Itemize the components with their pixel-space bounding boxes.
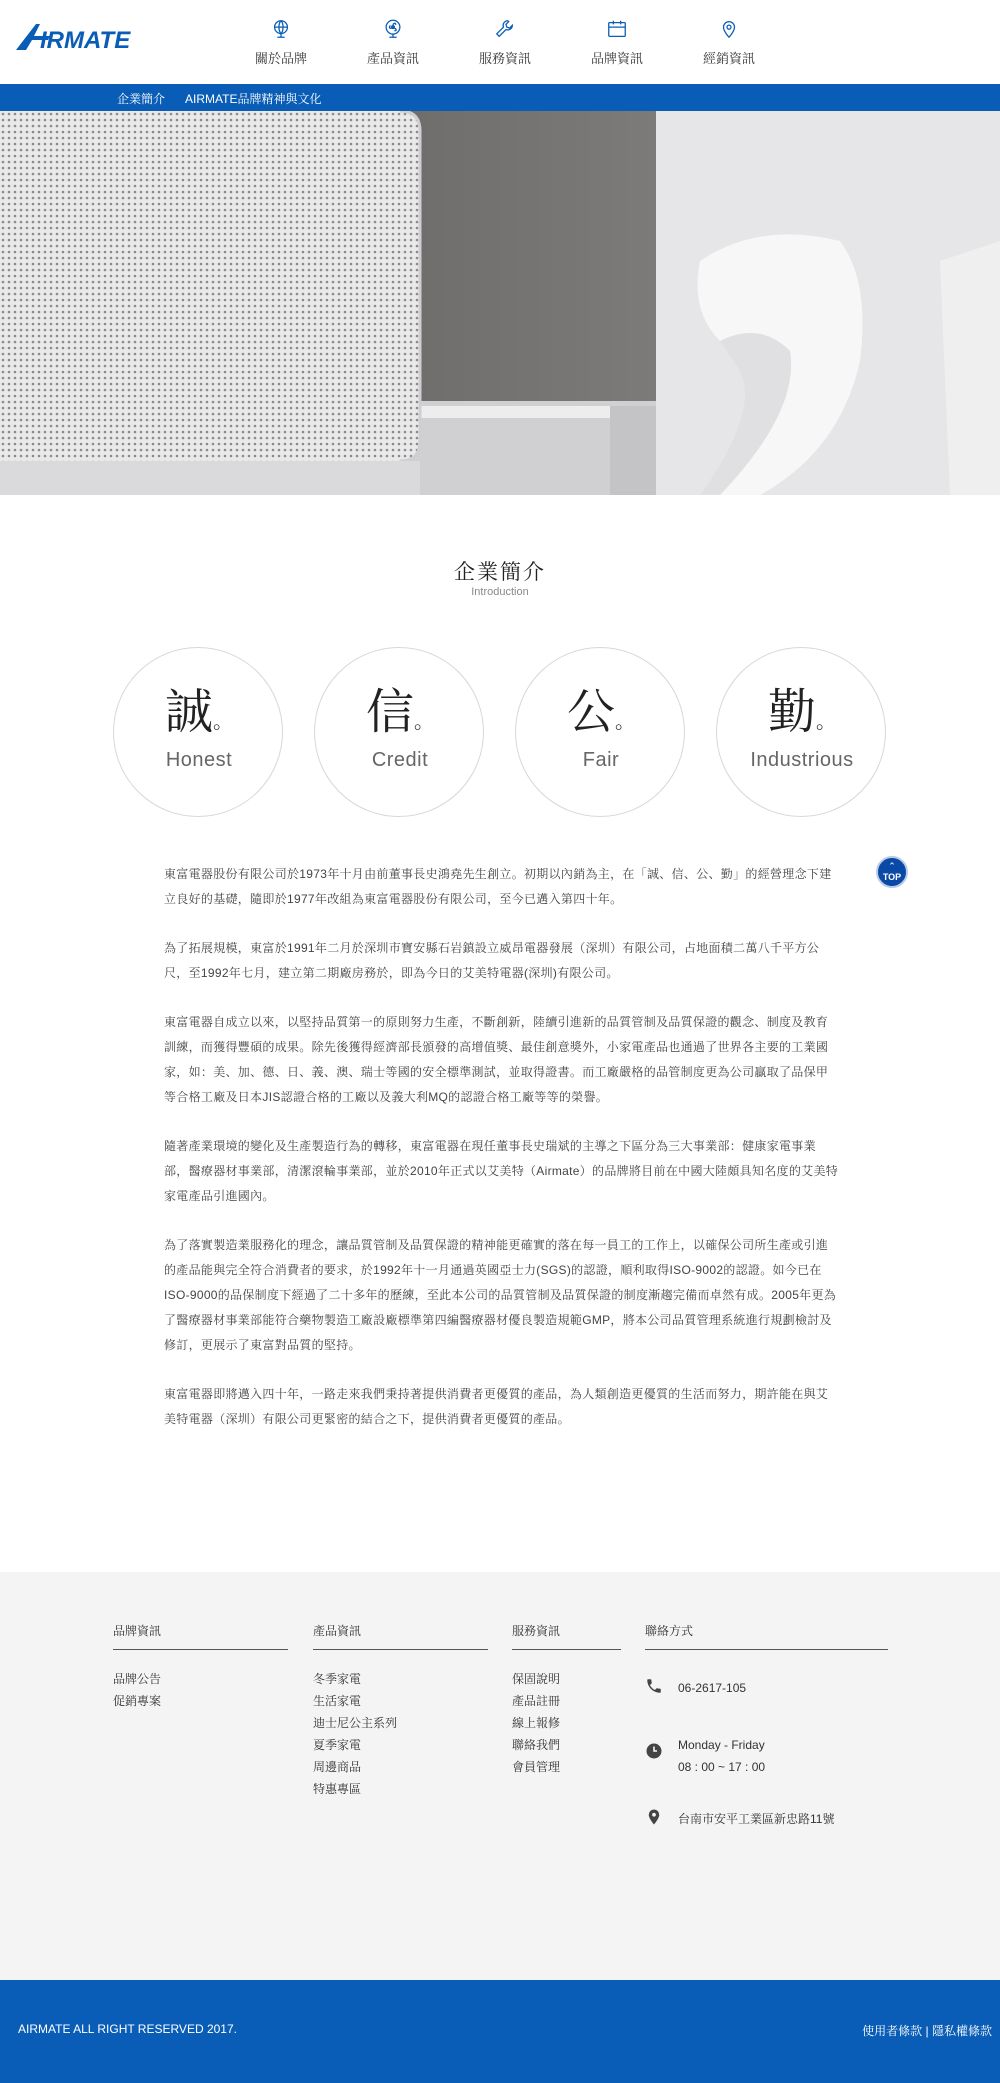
nav-item-dealer-info[interactable] [673,18,785,67]
footer-col-products [313,1622,488,1800]
nav-label: 關於品牌 [254,51,307,66]
value-en: Credit [371,749,429,771]
clock-icon [645,1742,663,1760]
article-paragraph: 東富電器股份有限公司於1973年十月由前董事長史鴻堯先生創立。初期以內銷為主，在「誠、信、公、勤」的經營理念下建立良好的基礎，隨即於1977年改組為東富電器股份有限公司，至今已邁入第四十年。 [164,867,832,906]
nav-item-about-brand[interactable] [225,18,337,67]
nav-label: 品牌資訊 [590,51,643,66]
globe-icon [270,18,292,40]
contact-address [645,1808,834,1830]
footer-link[interactable]: 生活家電 [313,1694,362,1708]
footer-col-title: 服務資訊 [512,1622,621,1650]
article-paragraph: 東富電器即將邁入四十年，一路走來我們秉持著提供消費者更優質的產品，為人類創造更優質的生活而努力，期許能在與艾美特電器（深圳）有限公司更緊密的結合之下，提供消費者更優質的產品。 [164,1387,829,1426]
footer-link[interactable]: 周邊商品 [313,1760,362,1774]
intro-article [164,862,839,1456]
value-char: 誠。 [164,684,233,740]
footer-col-title: 產品資訊 [313,1622,488,1650]
hours-time: 08 : 00 ~ 17 : 00 [678,1760,766,1774]
nav-item-product-info[interactable] [337,18,449,67]
value-char: 信。 [365,684,434,740]
value-card-honest [113,647,283,817]
top-label: TOP [882,872,902,882]
terms-link[interactable]: 使用者條款 [862,2024,923,2038]
fan-icon [382,18,404,40]
value-en: Industrious [750,749,854,771]
site-footer [0,1572,1000,1980]
back-to-top-button[interactable] [876,856,908,888]
map-pin-icon [718,18,740,40]
airmate-logo[interactable] [14,20,160,54]
value-card-industrious [716,647,886,817]
hero-photo [0,111,1000,495]
calendar-icon [606,18,628,40]
values-row [113,647,886,817]
sub-nav [0,84,1000,111]
copyright-text: AIRMATE ALL RIGHT RESERVED 2017. [18,2022,237,2036]
value-card-credit [314,647,484,817]
footer-link[interactable]: 冬季家電 [313,1672,362,1686]
nav-label: 服務資訊 [478,51,531,66]
footer-col-contact [645,1622,888,1668]
footer-link[interactable]: 聯絡我們 [512,1738,561,1752]
footer-link[interactable]: 產品註冊 [512,1694,561,1708]
footer-col-service [512,1622,621,1778]
bottom-bar [0,1980,1000,2083]
footer-col-brand [113,1622,288,1712]
footer-link[interactable]: 迪士尼公主系列 [313,1716,398,1730]
footer-link[interactable]: 保固說明 [512,1672,561,1686]
value-en: Fair [582,749,620,771]
footer-col-title: 品牌資訊 [113,1622,288,1650]
value-card-fair [515,647,685,817]
footer-link[interactable]: 線上報修 [512,1716,561,1730]
nav-item-brand-info[interactable] [561,18,673,67]
subnav-item-brand-spirit[interactable]: AIRMATE品牌精神與文化 [185,92,322,106]
subnav-item-company-intro[interactable]: 企業簡介 [117,92,166,106]
phone-icon [645,1677,663,1695]
nav-label: 產品資訊 [366,51,419,66]
main-nav [225,18,785,67]
nav-label: 經銷資訊 [702,51,755,66]
contact-hours [645,1734,765,1778]
article-paragraph: 為了落實製造業服務化的理念，讓品質管制及品質保證的精神能更確實的落在每一員工的工作上，以確保公司所生產或引進的產品能與完全符合消費者的要求，於1992年十一月通過英國亞士力(SGS)的認證，順利取得ISO-9002的認證。如今已在ISO-9000的品保制度下經過了二十多年的歷練，至此本公司的品質管制及品質保證的制度漸趨完備而卓然有成。2005年更為了醫療器材事業部能符合藥物製造工廠設廠標準第四編醫療器材優良製造規範GMP，將本公司品質管理系統進行規劃檢討及修訂，更展示了東富對品質的堅持。 [164,1238,837,1352]
phone-number[interactable]: 06-2617-105 [678,1681,747,1695]
article-paragraph: 隨著產業環境的變化及生產製造行為的轉移，東富電器在現任董事長史瑞斌的主導之下區分為三大事業部：健康家電事業部，醫療器材事業部，清潔滾輪事業部，並於2010年正式以艾美特（Airmate）的品牌將目前在中國大陸頗具知名度的艾美特家電產品引進國內。 [164,1139,839,1203]
legal-separator: | [925,2024,929,2038]
value-char: 勤。 [767,684,836,740]
chevron-up-icon: ⌃ [888,861,896,871]
section-title: 企業簡介 [454,561,546,584]
wrench-icon [494,18,516,40]
footer-link[interactable]: 特惠專區 [313,1782,362,1796]
hero-image [0,111,1000,495]
svg-text:IRMATE: IRMATE [40,27,131,54]
article-paragraph: 東富電器自成立以來，以堅持品質第一的原則努力生產，不斷創新，陸續引進新的品質管制及品質保證的觀念、制度及教育訓練，而獲得豐碩的成果。除先後獲得經濟部長頒發的高增值獎、最佳創意獎外，小家電產品也通過了世界各主要的工業國家，如：美、加、德、日、義、澳、瑞士等國的安全標準測試，並取得證書。而工廠嚴格的品管制度更為公司贏取了品保甲等合格工廠及日本JIS認證合格的工廠以及義大利MQ的認證合格工廠等等的榮譽。 [164,1015,829,1104]
contact-phone [645,1677,746,1699]
footer-link[interactable]: 夏季家電 [313,1738,362,1752]
article-paragraph: 為了拓展規模，東富於1991年二月於深圳市寶安縣石岩鎮設立威昂電器發展（深圳）有限公司，占地面積二萬八千平方公尺，至1992年七月，建立第二期廠房務於，即為今日的艾美特電器(深圳)有限公司。 [164,941,820,980]
privacy-link[interactable]: 隱私權條款 [931,2024,992,2038]
address-text: 台南市安平工業區新忠路11號 [678,1812,835,1826]
nav-item-service-info[interactable] [449,18,561,67]
hours-days: Monday - Friday [678,1738,765,1752]
location-icon [645,1808,663,1826]
footer-link[interactable]: 促銷專案 [113,1694,162,1708]
legal-links [862,2022,992,2039]
footer-link[interactable]: 品牌公告 [113,1672,162,1686]
section-subtitle: Introduction [471,586,529,598]
value-en: Honest [165,749,233,771]
site-header [0,0,1000,84]
value-char: 公。 [566,684,635,740]
footer-link[interactable]: 會員管理 [512,1760,561,1774]
footer-col-title: 聯絡方式 [645,1622,888,1650]
